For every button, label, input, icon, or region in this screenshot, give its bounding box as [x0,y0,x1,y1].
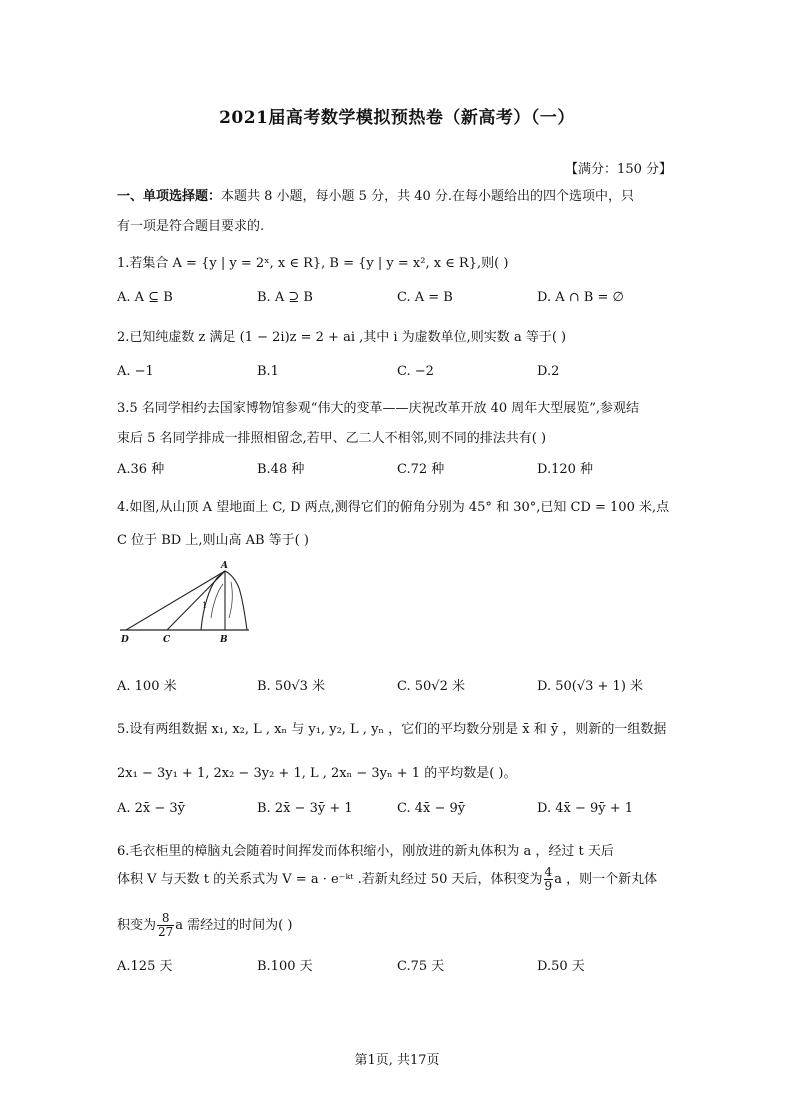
frac1-den: 9 [544,879,553,893]
q5-option-a: A. 2x̄ − 3ȳ [117,801,186,816]
score-label: 【满分：150 分】 [565,162,672,177]
question-2-stem: 2.已知纯虚数 z 满足 (1 − 2i)z = 2 + ai ,其中 i 为虚数单位,则实数 a 等于( ) [117,330,567,345]
page-title: 2021届高考数学模拟预热卷（新高考）（一） [219,108,575,128]
q6-option-c: C.75 天 [397,959,445,974]
q3-option-a: A.36 种 [117,462,165,477]
q3-option-b: B.48 种 [257,462,305,477]
q6-option-b: B.100 天 [257,959,313,974]
section-desc-1: 本题共 8 小题，每小题 5 分，共 40 分.在每小题给出的四个选项中，只 [221,189,635,204]
q4-option-a: A. 100 米 [117,679,177,694]
frac2-num: 8 [157,912,174,926]
q6-stem-3-after: a 需经过的时间为( ) [175,918,293,933]
question-4-stem-2: C 位于 BD 上,则山高 AB 等于( ) [117,533,309,548]
mountain-diagram [117,558,257,653]
mountain-outline [201,571,247,630]
question-3-stem-1: 3.5 名同学相约去国家博物馆参观“伟大的变革——庆祝改革开放 40 周年大型展览”,参观结 [117,401,640,416]
q4-option-d: D. 50(√3 + 1) 米 [537,679,644,694]
mountain-ridge [211,584,223,618]
q1-option-b: B. A ⊇ B [257,290,313,305]
question-6-stem-1: 6.毛衣柜里的樟脑丸会随着时间挥发而体积缩小，刚放进的新丸体积为 a ，经过 t 天后 [117,844,614,859]
q6-fraction-4-9 [544,866,554,893]
label-d: D [121,635,129,645]
section-desc-2: 有一项是符合题目要求的. [117,219,265,234]
question-3-stem-2: 束后 5 名同学排成一排照相留念,若甲、乙二人不相邻,则不同的排法共有( ) [117,431,547,446]
page-footer: 第1页, 共17页 [354,1053,440,1068]
q1-option-a: A. A ⊆ B [117,290,173,305]
label-c: C [163,635,171,645]
label-a: A [221,561,228,571]
label-b: B [220,635,228,645]
q6-option-a: A.125 天 [117,959,173,974]
q6-stem-2-after: a ，则一个新丸体 [554,872,658,887]
q2-option-d: D.2 [537,364,560,379]
frac1-num: 4 [544,865,553,879]
q2-option-c: C. −2 [397,364,434,379]
q5-option-d: D. 4x̄ − 9ȳ + 1 [537,801,634,816]
question-6-stem-3 [117,912,687,939]
mountain-figure [117,558,257,653]
q3-option-d: D.120 种 [537,462,594,477]
q1-option-c: C. A = B [397,290,453,305]
question-4-stem-1: 4.如图,从山顶 A 望地面上 C, D 两点,测得它们的俯角分别为 45° 和 30°,已知 CD = 100 米,点 [117,500,670,515]
q6-stem-3-text: 积变为 [117,918,157,933]
section-label: 一、单项选择题： [117,189,222,204]
q3-option-c: C.72 种 [397,462,445,477]
section-header [117,185,687,204]
question-1-stem: 1.若集合 A = {y | y = 2ˣ, x ∈ R}, B = {y | y = x², x ∈ R},则( ) [117,256,509,271]
mountain-ridge-2 [229,582,232,618]
q5-option-c: C. 4x̄ − 9ȳ [397,801,466,816]
question-5-stem-1: 5.设有两组数据 x₁, x₂, L , xₙ 与 y₁, y₂, L , yₙ ，它们的平均数分别是 x̄ 和 ȳ ，则新的一组数据 [117,722,667,737]
q6-option-d: D.50 天 [537,959,585,974]
q4-option-c: C. 50√2 米 [397,679,465,694]
q6-fraction-8-27 [157,912,174,939]
q1-option-d: D. A ∩ B = ∅ [537,290,624,305]
q2-option-a: A. −1 [117,364,154,379]
q4-option-b: B. 50√3 米 [257,679,326,694]
question-5-stem-2: 2x₁ − 3y₁ + 1, 2x₂ − 3y₂ + 1, L , 2xₙ − 3yₙ + 1 的平均数是( )。 [117,766,517,781]
question-6-stem-2 [117,866,687,893]
q5-option-b: B. 2x̄ − 3ȳ + 1 [257,801,353,816]
q6-stem-2-text: 体积 V 与天数 t 的关系式为 V = a · e⁻ᵏᵗ .若新丸经过 50 天后，体积变为 [117,872,543,887]
frac2-den: 27 [158,925,174,939]
q2-option-b: B.1 [257,364,279,379]
label-one: 1 [202,601,208,610]
